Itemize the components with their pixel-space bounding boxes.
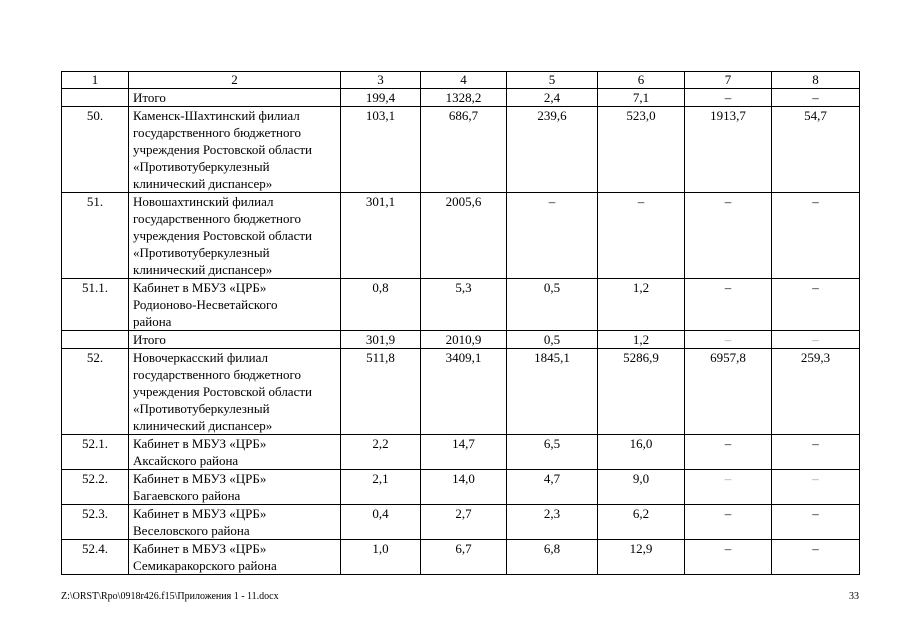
- row-number: 50.: [62, 107, 129, 193]
- row-name: [129, 193, 341, 279]
- value-cell-c4: 14,7: [421, 435, 507, 470]
- value-cell-c4: 3409,1: [421, 349, 507, 435]
- value-cell-c5: 2,4: [507, 89, 598, 107]
- value-cell-c6: 1,2: [598, 279, 685, 331]
- row-name-line: учреждения Ростовской области: [133, 142, 312, 157]
- header-cell: 4: [421, 72, 507, 89]
- value-cell-c5: 4,7: [507, 470, 598, 505]
- row-name-line: Новочеркасский филиал: [133, 350, 269, 365]
- value-cell-c3: 2,1: [341, 470, 421, 505]
- value-cell-c5: 0,5: [507, 279, 598, 331]
- row-name-line: «Противотуберкулезный: [133, 245, 270, 260]
- row-name-line: Новошахтинский филиал: [133, 194, 274, 209]
- value-cell-c5: 6,8: [507, 540, 598, 575]
- value-cell-c8: 54,7: [772, 107, 860, 193]
- row-number: 52.2.: [62, 470, 129, 505]
- table-row: [62, 89, 860, 107]
- row-name: [129, 470, 341, 505]
- value-cell-c7: –: [685, 435, 772, 470]
- row-name-line: Кабинет в МБУЗ «ЦРБ»: [133, 506, 267, 521]
- row-name-line: государственного бюджетного: [133, 367, 301, 382]
- value-cell-c7: –: [685, 331, 772, 349]
- value-cell-c5: 0,5: [507, 331, 598, 349]
- row-number: 51.: [62, 193, 129, 279]
- row-name: [129, 331, 341, 349]
- table-row: [62, 349, 860, 435]
- data-table: [61, 71, 860, 575]
- value-cell-c8: –: [772, 470, 860, 505]
- value-cell-c7: 6957,8: [685, 349, 772, 435]
- value-cell-c3: 2,2: [341, 435, 421, 470]
- value-cell-c7: –: [685, 193, 772, 279]
- value-cell-c7: –: [685, 89, 772, 107]
- value-cell-c3: 0,8: [341, 279, 421, 331]
- table-row: [62, 540, 860, 575]
- row-name-line: учреждения Ростовской области: [133, 228, 312, 243]
- file-path: Z:\ORST\Rpo\0918r426.f15\Приложения 1 - 11.docx: [61, 591, 279, 602]
- value-cell-c7: –: [685, 279, 772, 331]
- row-name: [129, 349, 341, 435]
- value-cell-c3: 511,8: [341, 349, 421, 435]
- row-name-line: Веселовского района: [133, 523, 250, 538]
- value-cell-c6: –: [598, 193, 685, 279]
- row-name-line: Багаевского района: [133, 488, 241, 503]
- value-cell-c8: –: [772, 540, 860, 575]
- value-cell-c7: 1913,7: [685, 107, 772, 193]
- value-cell-c5: 239,6: [507, 107, 598, 193]
- row-name-line: Кабинет в МБУЗ «ЦРБ»: [133, 280, 267, 295]
- table-row: [62, 470, 860, 505]
- value-cell-c4: 6,7: [421, 540, 507, 575]
- page-number: 33: [849, 591, 859, 602]
- value-cell-c6: 523,0: [598, 107, 685, 193]
- value-cell-c8: 259,3: [772, 349, 860, 435]
- row-name-line: «Противотуберкулезный: [133, 159, 270, 174]
- table-header-row: [62, 72, 860, 89]
- header-cell: 8: [772, 72, 860, 89]
- row-name-line: Каменск-Шахтинский филиал: [133, 108, 300, 123]
- row-number: [62, 331, 129, 349]
- value-cell-c6: 6,2: [598, 505, 685, 540]
- value-cell-c4: 1328,2: [421, 89, 507, 107]
- row-name-line: Аксайского района: [133, 453, 239, 468]
- row-name: [129, 279, 341, 331]
- row-name-line: Кабинет в МБУЗ «ЦРБ»: [133, 436, 267, 451]
- header-cell: 5: [507, 72, 598, 89]
- value-cell-c4: 14,0: [421, 470, 507, 505]
- table-row: [62, 331, 860, 349]
- row-name: [129, 505, 341, 540]
- value-cell-c6: 12,9: [598, 540, 685, 575]
- row-name-line: клинический диспансер»: [133, 418, 273, 433]
- value-cell-c4: 686,7: [421, 107, 507, 193]
- value-cell-c3: 0,4: [341, 505, 421, 540]
- value-cell-c3: 1,0: [341, 540, 421, 575]
- value-cell-c7: –: [685, 505, 772, 540]
- row-name-line: государственного бюджетного: [133, 125, 301, 140]
- value-cell-c5: 2,3: [507, 505, 598, 540]
- row-name-line: Кабинет в МБУЗ «ЦРБ»: [133, 541, 267, 556]
- table-row: [62, 279, 860, 331]
- value-cell-c8: –: [772, 193, 860, 279]
- value-cell-c6: 9,0: [598, 470, 685, 505]
- value-cell-c7: –: [685, 470, 772, 505]
- value-cell-c4: 2,7: [421, 505, 507, 540]
- row-name-line: Итого: [133, 332, 166, 347]
- value-cell-c8: –: [772, 89, 860, 107]
- row-name-line: клинический диспансер»: [133, 176, 273, 191]
- row-name-line: района: [133, 314, 172, 329]
- row-number: 52.: [62, 349, 129, 435]
- row-name-line: Кабинет в МБУЗ «ЦРБ»: [133, 471, 267, 486]
- value-cell-c5: 1845,1: [507, 349, 598, 435]
- row-name: [129, 89, 341, 107]
- table-row: [62, 107, 860, 193]
- header-cell: 7: [685, 72, 772, 89]
- value-cell-c7: –: [685, 540, 772, 575]
- row-name-line: клинический диспансер»: [133, 262, 273, 277]
- row-number: [62, 89, 129, 107]
- row-number: 52.4.: [62, 540, 129, 575]
- table-row: [62, 435, 860, 470]
- value-cell-c4: 2010,9: [421, 331, 507, 349]
- value-cell-c6: 16,0: [598, 435, 685, 470]
- value-cell-c8: –: [772, 279, 860, 331]
- value-cell-c6: 7,1: [598, 89, 685, 107]
- row-name-line: учреждения Ростовской области: [133, 384, 312, 399]
- row-name-line: государственного бюджетного: [133, 211, 301, 226]
- value-cell-c3: 103,1: [341, 107, 421, 193]
- value-cell-c3: 301,1: [341, 193, 421, 279]
- value-cell-c5: 6,5: [507, 435, 598, 470]
- value-cell-c5: –: [507, 193, 598, 279]
- row-name-line: «Противотуберкулезный: [133, 401, 270, 416]
- value-cell-c3: 301,9: [341, 331, 421, 349]
- value-cell-c3: 199,4: [341, 89, 421, 107]
- row-name-line: Семикаракорского района: [133, 558, 277, 573]
- header-cell: 2: [129, 72, 341, 89]
- row-name: [129, 107, 341, 193]
- value-cell-c8: –: [772, 331, 860, 349]
- value-cell-c6: 5286,9: [598, 349, 685, 435]
- row-number: 51.1.: [62, 279, 129, 331]
- table-row: [62, 193, 860, 279]
- table-row: [62, 505, 860, 540]
- row-name-line: Итого: [133, 90, 166, 105]
- row-name: [129, 435, 341, 470]
- value-cell-c6: 1,2: [598, 331, 685, 349]
- row-name: [129, 540, 341, 575]
- row-number: 52.3.: [62, 505, 129, 540]
- header-cell: 1: [62, 72, 129, 89]
- header-cell: 6: [598, 72, 685, 89]
- header-cell: 3: [341, 72, 421, 89]
- value-cell-c8: –: [772, 505, 860, 540]
- row-number: 52.1.: [62, 435, 129, 470]
- value-cell-c4: 2005,6: [421, 193, 507, 279]
- value-cell-c4: 5,3: [421, 279, 507, 331]
- row-name-line: Родионово-Несветайского: [133, 297, 278, 312]
- value-cell-c8: –: [772, 435, 860, 470]
